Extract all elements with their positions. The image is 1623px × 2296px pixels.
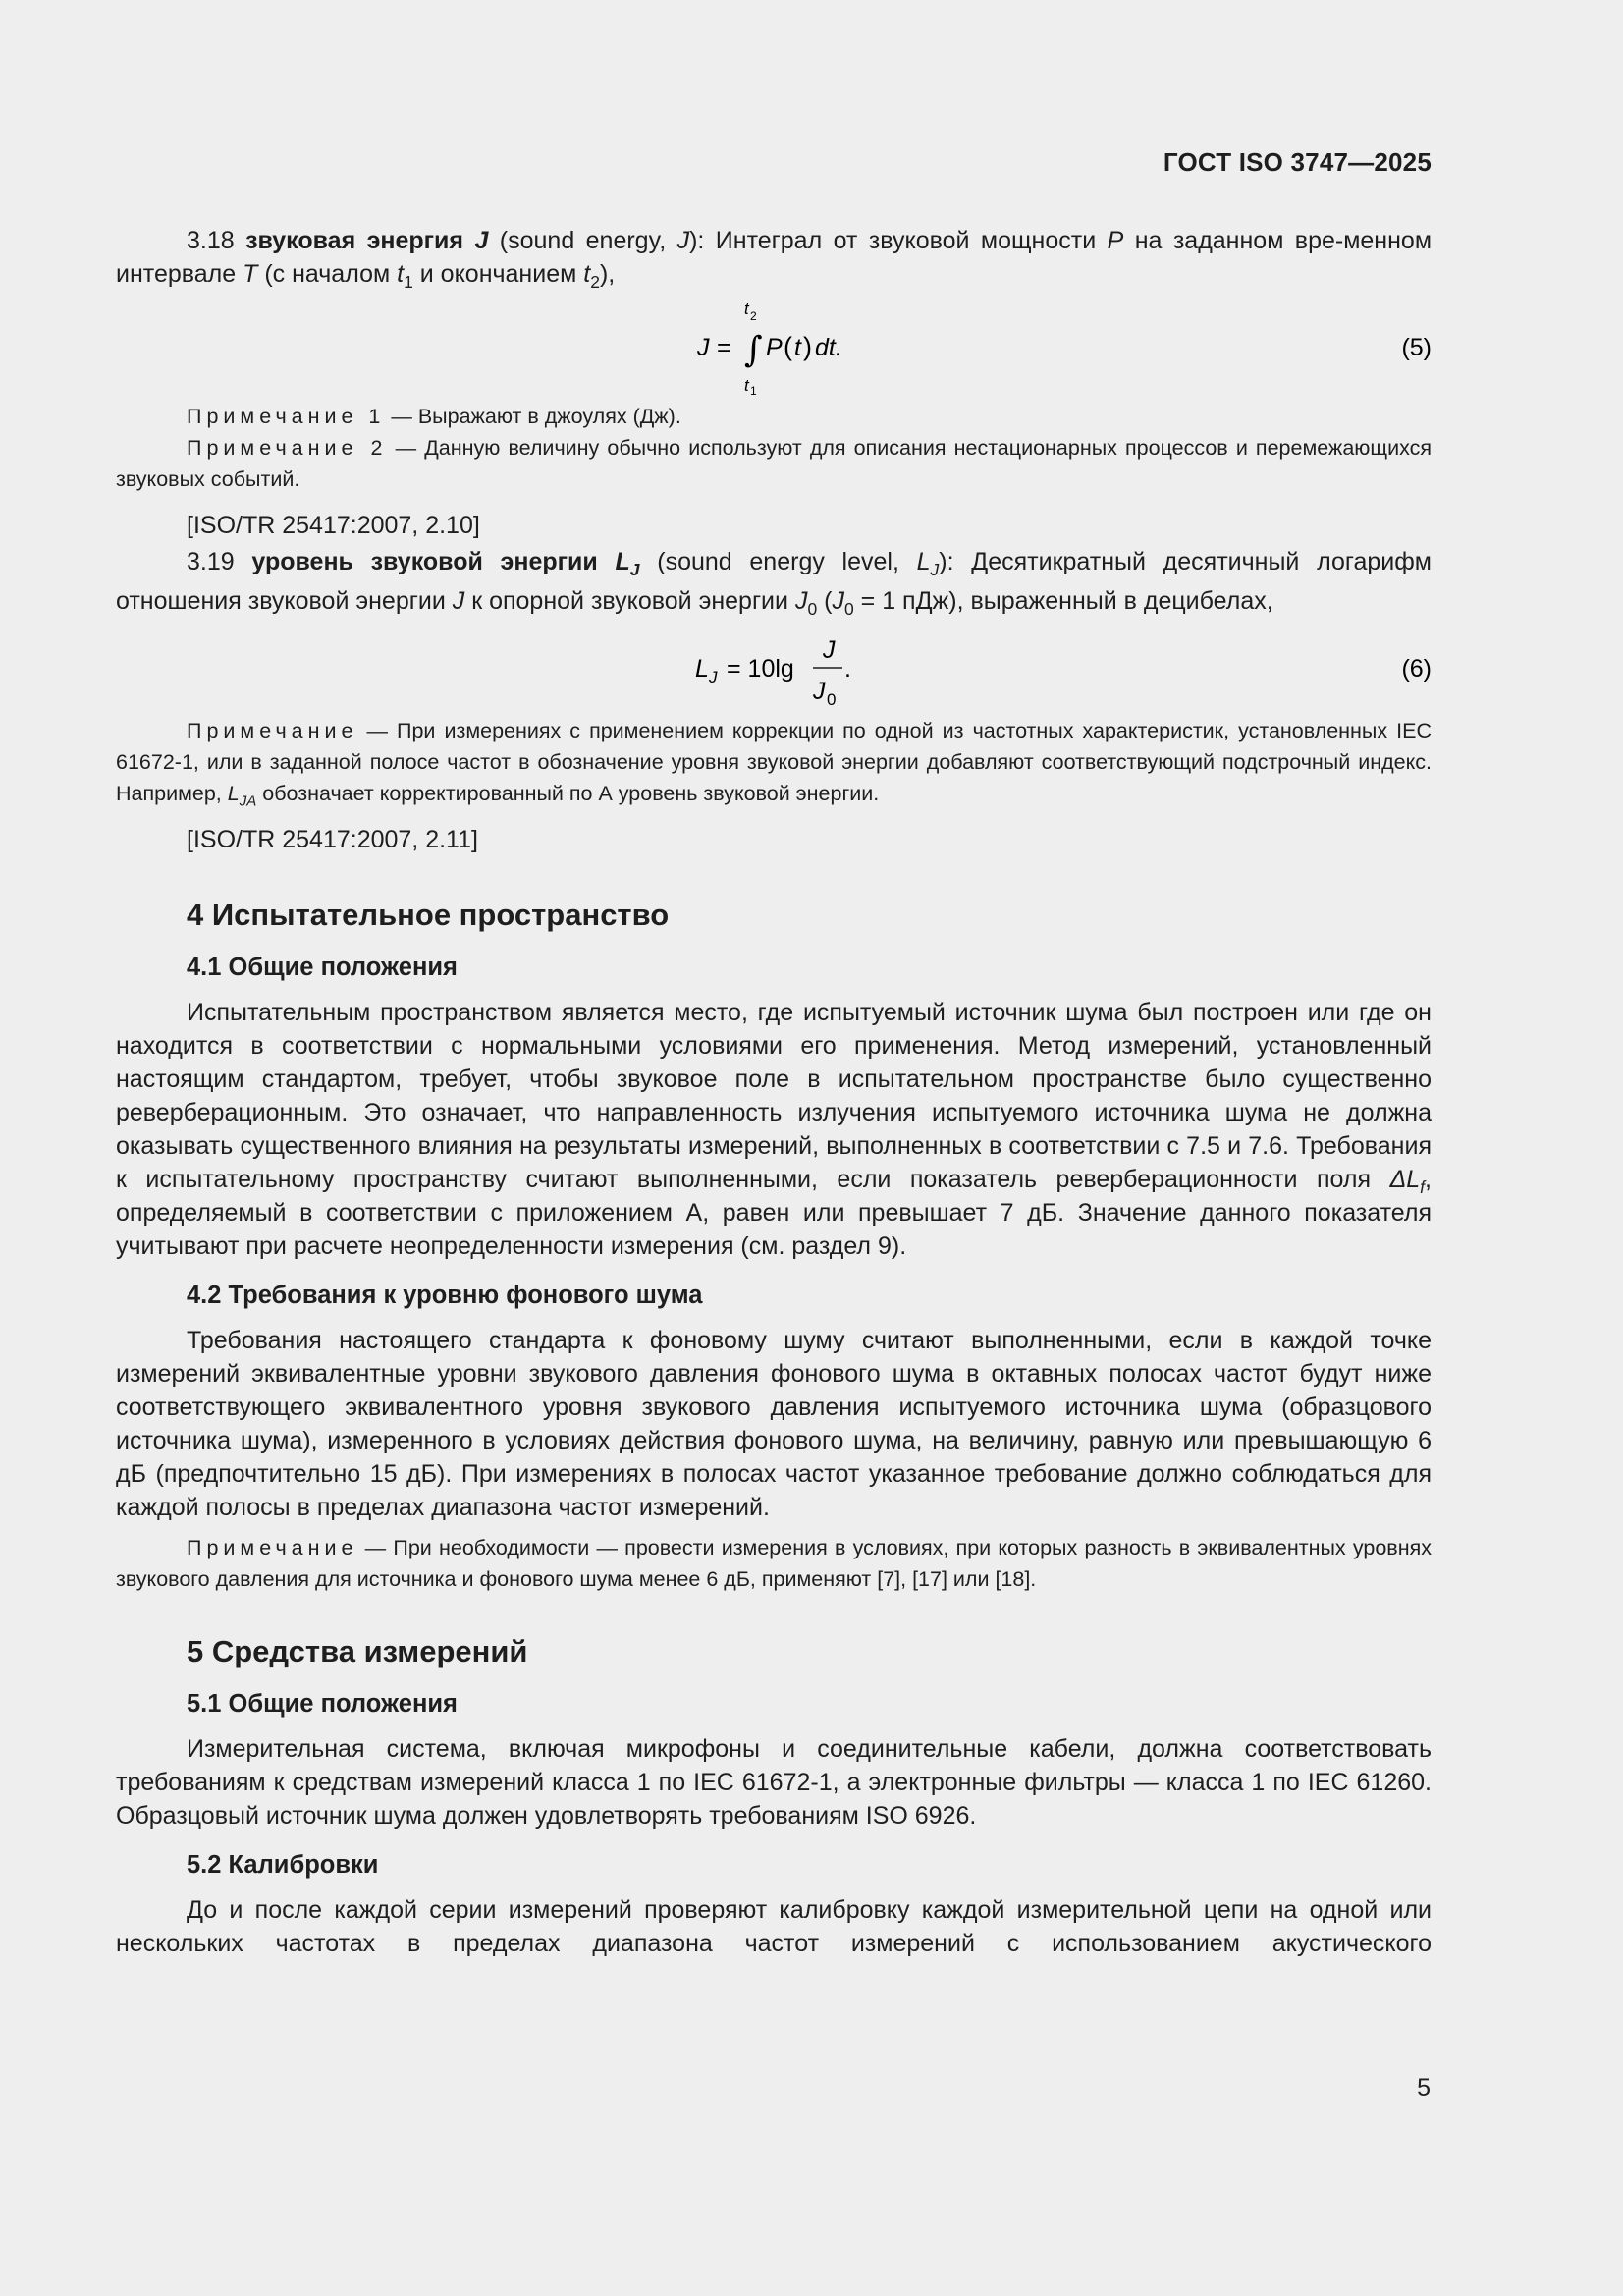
definition-text: менном интервале [116, 227, 1433, 288]
term-english: (sound energy, [499, 227, 667, 254]
formula-5-number: (5) [1401, 334, 1432, 361]
svg-text:t: t [744, 376, 749, 395]
formula-6 [116, 621, 1432, 715]
svg-text:(: ( [784, 332, 792, 361]
subscript: f [1420, 1177, 1426, 1198]
paragraph-text: Испытательным пространством является место, где испытуемый источник шума был построен или где он находится в соответствии с нормальными условиями его применения. Метод измерений, установленный настоящим стандартом, требует, чтобы звуковое поле в испытательном пространстве было существенно реверберационным. Это означает, что направленность излучения испытуемого источника шума не должна оказывать существенного влияния на результаты измерений, выполненных в соответствии с 7.5 и 7.6. Требования к испытательному пространству считают выполненными, если показатель реверберационности поля [116, 999, 1432, 1193]
paren: ( [824, 587, 833, 615]
term-symbol: J [474, 227, 489, 254]
svg-text:t: t [744, 300, 749, 318]
symbol-j0: J [794, 587, 808, 615]
svg-text:∫: ∫ [744, 330, 763, 370]
symbol-p: P [1107, 227, 1124, 254]
document-id-header: ГОСТ ISO 3747—2025 [1163, 147, 1432, 177]
symbol-delta-lf: ΔL [1389, 1166, 1421, 1193]
definition-text: к опорной звуковой энергии [471, 587, 788, 615]
svg-text:=: = [717, 334, 731, 361]
note-4-2 [116, 1532, 1432, 1595]
source-reference: [ISO/TR 25417:2007, 2.11] [187, 826, 478, 853]
note-3-19 [116, 715, 1432, 809]
svg-text:dt.: dt. [815, 334, 842, 361]
svg-text:J: J [697, 334, 710, 361]
term: звуковая энергия [245, 227, 464, 254]
svg-text:.: . [844, 655, 851, 683]
note-label: Примечание [187, 719, 358, 742]
clause-number: 3.19 [187, 548, 235, 575]
paragraph-5-2: До и после каждой серии измерений проверяют калибровку каждой измерительной цепи на одной или нескольких частотах в пределах диапазона частот измерений с использованием акустического [116, 1896, 1432, 1957]
subscript: J [629, 560, 640, 580]
subsection-5-2-heading: 5.2 Калибровки [187, 1851, 379, 1879]
note-text: — Данную величину обычно используют для описания нестационарных процессов и перемежающихся звуковых событий. [116, 436, 1433, 491]
formula-5 [116, 291, 1432, 399]
definition-3-19 [116, 542, 1432, 621]
note-label: Примечание 1 [187, 405, 386, 428]
paragraph-4-2: Требования настоящего стандарта к фоновому шуму считают выполненными, если в каждой точке измерений эквивалентные уровни звукового давления фонового шума в октавных полосах частот будут ниже соответствующего эквивалентного уровня звукового давления испытуемого источника шума (образцового источника шума), измеренного в условиях действия фонового шума, на величину, равную или превышающую 6 дБ (предпочтительно 15 дБ). При измерениях в полосах частот указанное требование должно соблюдаться для каждой полосы в пределах диапазона частот измерений. [116, 1327, 1432, 1521]
definition-text: на заданном вре- [1134, 227, 1344, 254]
symbol-t1: t [397, 260, 405, 288]
subsection-4-2-heading: 4.2 Требования к уровню фонового шума [187, 1282, 703, 1309]
svg-text:t: t [794, 334, 801, 361]
note-label: Примечание 2 [187, 436, 388, 460]
subscript: 0 [807, 599, 818, 620]
symbol-t: T [243, 260, 258, 288]
note-text: — При измерениях с применением коррекции по одной из частотных характеристик, установленных IEC 61672-1, или в заданной полосе частот в обозначение уровня звуковой энергии добавляют соответствующий подстрочный индекс. Например, [116, 719, 1432, 805]
note-symbol: L [227, 782, 240, 805]
definition-3-18 [116, 224, 1432, 291]
term-english-close: ): [939, 548, 954, 575]
note-text: обозначает корректированный по А уровень звуковой энергии. [262, 782, 880, 805]
svg-text:= 10lg: = 10lg [727, 655, 794, 683]
subscript: J [930, 560, 940, 580]
paragraph-text: , определяемый в соответствии с приложением А, равен или превышает 7 дБ. Значение данного показателя учитывают при расчете неопределенности измерения (см. раздел 9). [116, 1166, 1432, 1260]
definition-text: Интеграл от звуковой мощности [715, 227, 1097, 254]
svg-text:0: 0 [827, 690, 837, 709]
definition-text: ), [599, 260, 616, 288]
definition-text: Десятикратный десятичный логарифм отношения звуковой энергии [116, 548, 1432, 615]
formula-5-svg [116, 291, 1432, 399]
note-3-18-2 [116, 432, 1432, 495]
svg-text:L: L [695, 655, 709, 683]
svg-text:J: J [823, 636, 836, 664]
svg-text:P: P [766, 334, 783, 361]
page-number: 5 [1417, 2074, 1431, 2102]
term-english-symbol: L [916, 548, 931, 575]
svg-text:J: J [709, 668, 718, 686]
subscript: 2 [590, 272, 600, 293]
svg-text:): ) [803, 332, 812, 361]
term: уровень звуковой энергии [251, 548, 598, 575]
page-body [116, 224, 1432, 1994]
term-english: (sound energy level, [657, 548, 899, 575]
note-text: — Выражают в джоулях (Дж). [391, 405, 681, 428]
subsection-4-1-heading: 4.1 Общие положения [187, 954, 458, 981]
svg-text:2: 2 [750, 309, 757, 323]
note-label: Примечание [187, 1536, 358, 1559]
term-english-close: ): [689, 227, 705, 254]
subscript: 1 [404, 272, 413, 293]
subscript: 0 [843, 599, 854, 620]
paragraph-5-1: Измерительная система, включая микрофоны и соединительные кабели, должна соответствовать требованиям к средствам измерений класса 1 по IEC 61672-1, а электронные фильтры — класса 1 по IEC 61260. Образцовый источник шума должен удовлетворять требованиям ISO 6926. [116, 1735, 1432, 1830]
symbol-t2: t [583, 260, 591, 288]
section-4-heading: 4 Испытательное пространство [187, 898, 670, 932]
section-5-heading: 5 Средства измерений [187, 1634, 528, 1668]
symbol-j0: J [832, 587, 844, 615]
formula-6-number: (6) [1401, 655, 1432, 683]
subsection-5-1-heading: 5.1 Общие положения [187, 1690, 458, 1718]
subscript: JA [239, 793, 257, 810]
paragraph-4-1 [116, 996, 1432, 1263]
note-text: — При необходимости — провести измерения в условиях, при которых разность в эквивалентных уровнях звукового давления для источника и фонового шума менее 6 дБ, применяют [7], [17] или [18]. [116, 1536, 1432, 1591]
svg-text:J: J [813, 678, 826, 705]
definition-text: и окончанием [419, 260, 577, 288]
symbol-j: J [452, 587, 465, 615]
source-reference: [ISO/TR 25417:2007, 2.10] [187, 512, 480, 539]
note-3-18-1 [116, 401, 1432, 432]
definition-text: = 1 пДж), выраженный в децибелах, [860, 587, 1273, 615]
definition-text: (с началом [264, 260, 391, 288]
term-symbol: L [615, 548, 630, 575]
clause-number: 3.18 [187, 227, 235, 254]
term-english-symbol: J [676, 227, 690, 254]
formula-6-svg [116, 621, 1432, 715]
svg-text:1: 1 [750, 384, 757, 398]
